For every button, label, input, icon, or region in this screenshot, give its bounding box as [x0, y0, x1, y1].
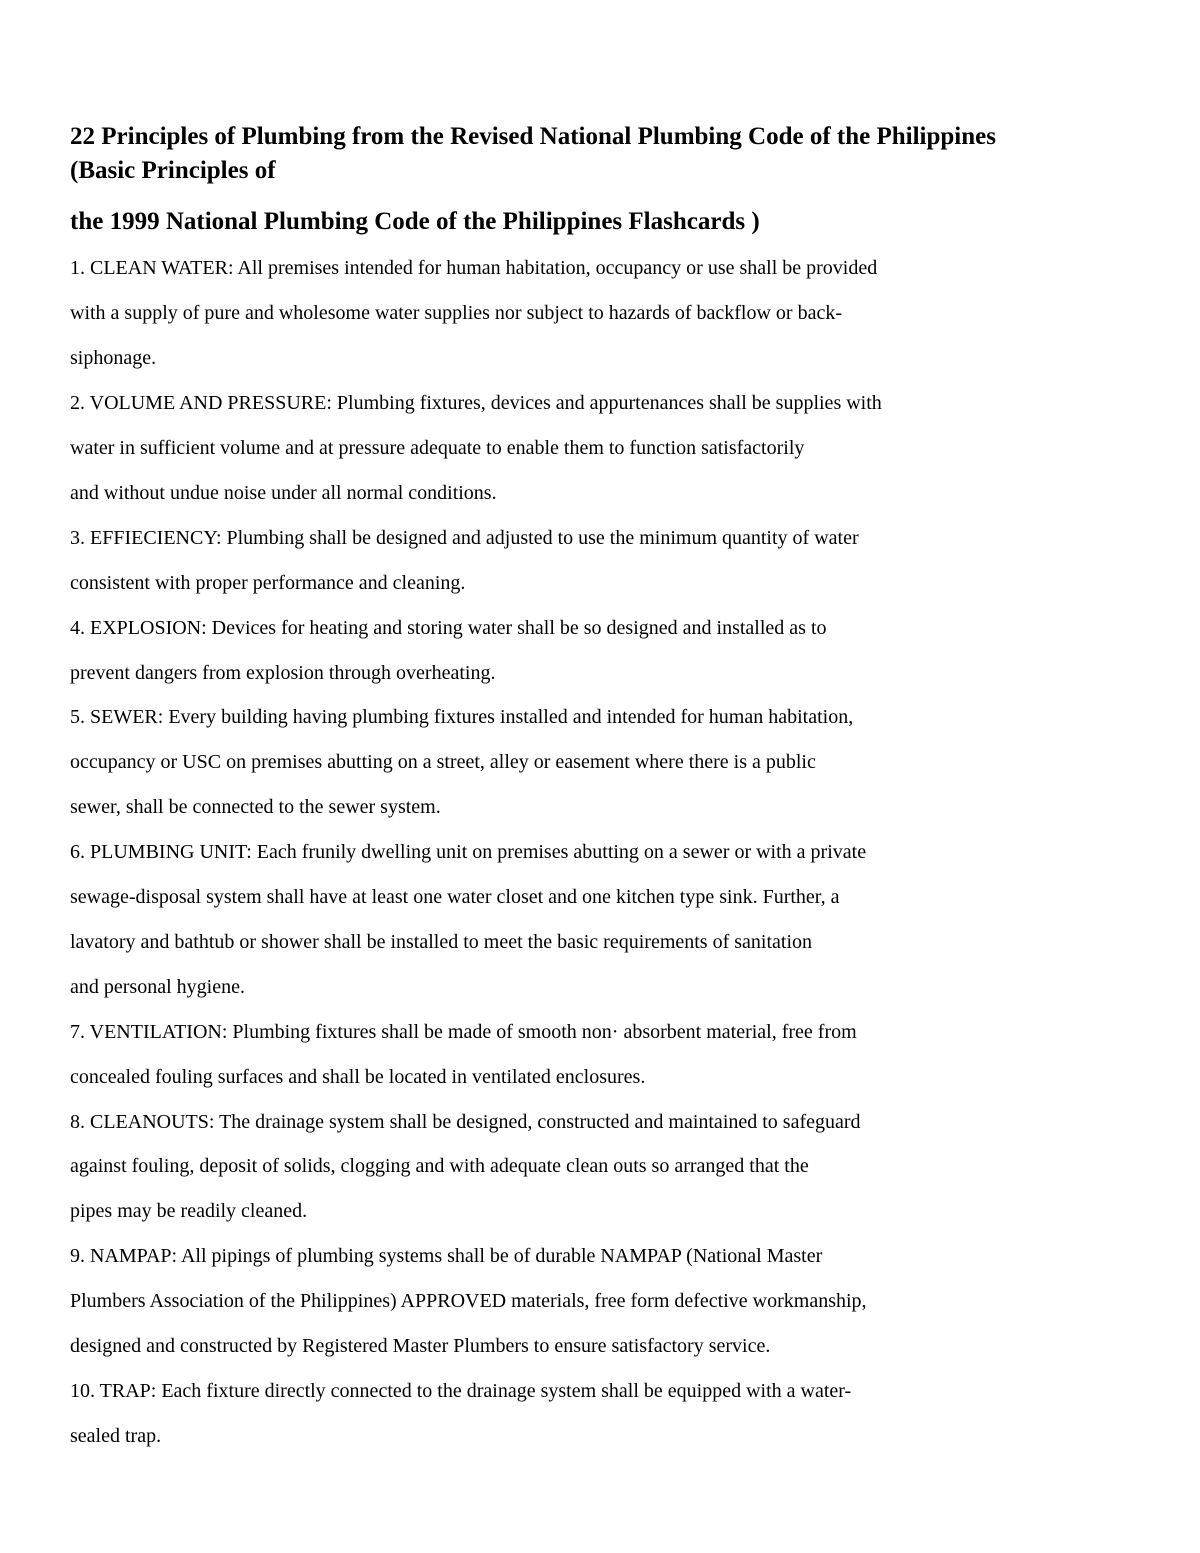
body-line: and personal hygiene. [70, 976, 245, 998]
body-line: with a supply of pure and wholesome water supplies nor subject to hazards of backflow or back- [70, 302, 843, 324]
body-line: concealed fouling surfaces and shall be located in ventilated enclosures. [70, 1066, 646, 1088]
body-line: water in sufficient volume and at pressure adequate to enable them to function satisfactorily [70, 437, 805, 459]
body-line: 5. SEWER: Every building having plumbing fixtures installed and intended for human habitation, [70, 706, 854, 728]
body-line: 10. TRAP: Each fixture directly connected to the drainage system shall be equipped with a water- [70, 1380, 852, 1402]
body-line: 7. VENTILATION: Plumbing fixtures shall be made of smooth non· absorbent material, free from [70, 1021, 857, 1043]
body-line: sealed trap. [70, 1425, 162, 1447]
document-title-line-3: the 1999 National Plumbing Code of the Philippines Flashcards ) [70, 208, 760, 235]
body-line: 8. CLEANOUTS: The drainage system shall be designed, constructed and maintained to safeguard [70, 1111, 861, 1133]
document-title-line-2: (Basic Principles of [70, 157, 276, 184]
document-title-line-1: 22 Principles of Plumbing from the Revised National Plumbing Code of the Philippines [70, 123, 996, 150]
body-line: prevent dangers from explosion through overheating. [70, 662, 496, 684]
body-line: occupancy or USC on premises abutting on a street, alley or easement where there is a public [70, 751, 816, 773]
body-line: 6. PLUMBING UNIT: Each frunily dwelling unit on premises abutting on a sewer or with a private [70, 841, 867, 863]
body-line: siphonage. [70, 347, 157, 369]
body-line: and without undue noise under all normal conditions. [70, 482, 497, 504]
body-line: lavatory and bathtub or shower shall be installed to meet the basic requirements of sanitation [70, 931, 813, 953]
body-line: designed and constructed by Registered Master Plumbers to ensure satisfactory service. [70, 1335, 771, 1357]
body-line: sewer, shall be connected to the sewer system. [70, 796, 441, 818]
body-line: 9. NAMPAP: All pipings of plumbing systems shall be of durable NAMPAP (National Master [70, 1245, 823, 1267]
body-line: consistent with proper performance and cleaning. [70, 572, 466, 594]
body-line: against fouling, deposit of solids, clogging and with adequate clean outs so arranged that the [70, 1155, 809, 1177]
body-line: pipes may be readily cleaned. [70, 1200, 308, 1222]
body-line: 2. VOLUME AND PRESSURE: Plumbing fixtures, devices and appurtenances shall be supplies with [70, 392, 882, 414]
body-line: 4. EXPLOSION: Devices for heating and storing water shall be so designed and installed as to [70, 617, 827, 639]
body-line: sewage-disposal system shall have at least one water closet and one kitchen type sink. Further, a [70, 886, 840, 908]
body-line: 1. CLEAN WATER: All premises intended for human habitation, occupancy or use shall be provided [70, 257, 878, 279]
body-line: Plumbers Association of the Philippines) APPROVED materials, free form defective workmanship, [70, 1290, 867, 1312]
body-line: 3. EFFIECIENCY: Plumbing shall be designed and adjusted to use the minimum quantity of water [70, 527, 859, 549]
